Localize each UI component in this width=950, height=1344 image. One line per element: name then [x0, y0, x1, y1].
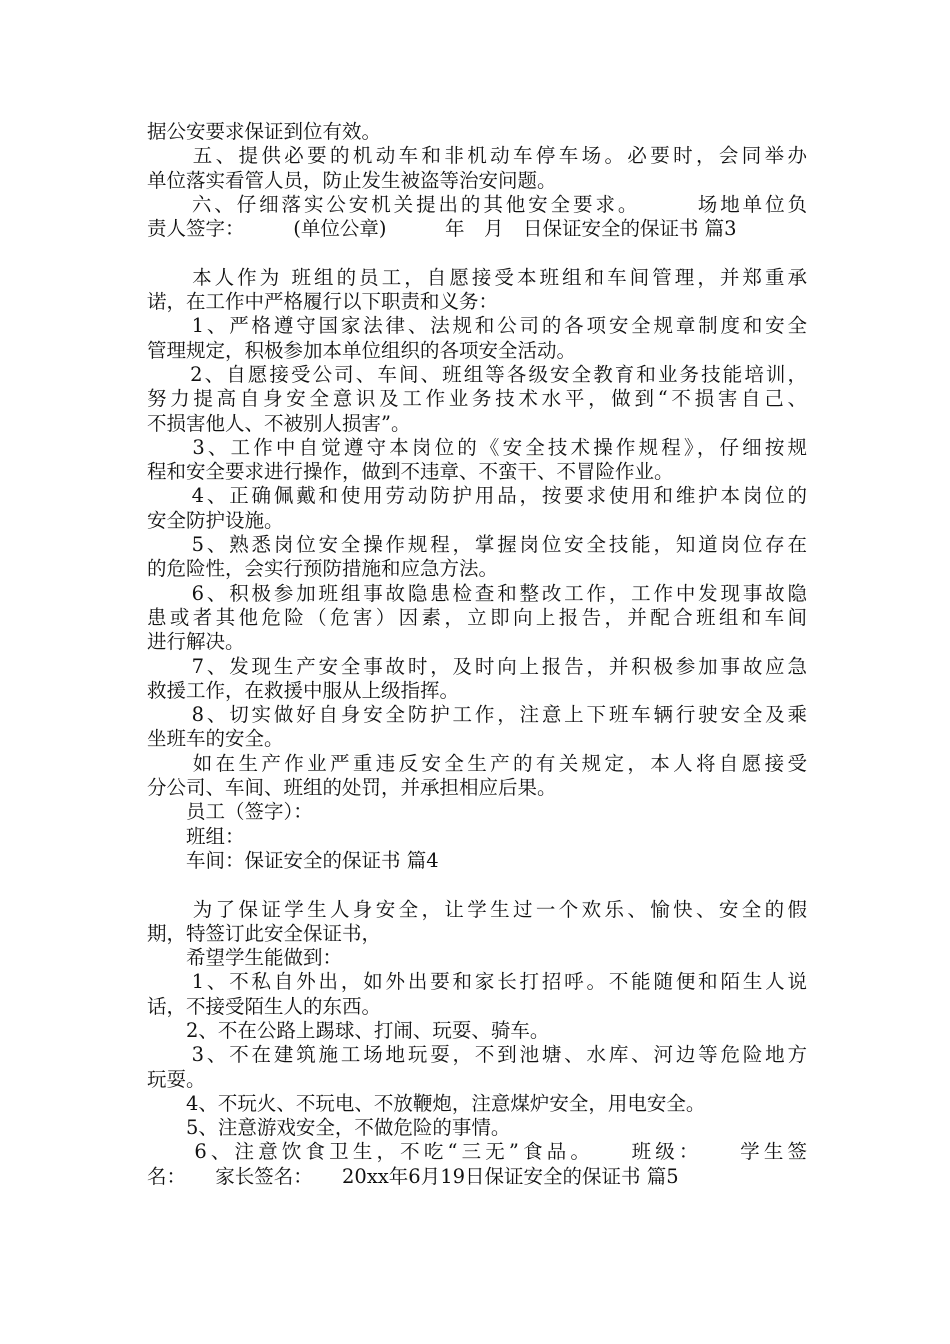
text-line: 管理规定，积极参加本单位组织的各项安全活动。 — [147, 338, 577, 362]
text-line: 4、正确佩戴和使用劳动防护用品，按要求使用和维护本岗位的 — [147, 484, 807, 508]
text-line: 6、注意饮食卫生，不吃“三无”食品。 班级： 学生签 — [147, 1140, 807, 1164]
text-line: 2、自愿接受公司、车间、班组等各级安全教育和业务技能培训， — [147, 362, 807, 386]
text-line: 坐班车的安全。 — [147, 727, 284, 751]
text-line: 分公司、车间、班组的处罚，并承担相应后果。 — [147, 776, 557, 800]
text-line: 玩耍。 — [147, 1067, 206, 1091]
text-line: 程和安全要求进行操作，做到不违章、不蛮干、不冒险作业。 — [147, 460, 674, 484]
text-line: 4、不玩火、不玩电、不放鞭炮，注意煤炉安全，用电安全。 — [147, 1091, 706, 1115]
text-line: 话，不接受陌生人的东西。 — [147, 994, 382, 1018]
text-line: 诺，在工作中严格履行以下职责和义务： — [147, 290, 499, 314]
text-line: 3、不在建筑施工场地玩耍，不到池塘、水库、河边等危险地方 — [147, 1043, 807, 1067]
text-line: 6、积极参加班组事故隐患检查和整改工作，工作中发现事故隐 — [147, 581, 807, 605]
text-line: 努力提高自身安全意识及工作业务技术水平，做到“不损害自己、 — [147, 387, 807, 411]
text-line: 7、发现生产安全事故时，及时向上报告，并积极参加事故应急 — [147, 654, 807, 678]
text-line: 为了保证学生人身安全，让学生过一个欢乐、愉快、安全的假 — [147, 897, 807, 921]
text-line: 名： 家长签名： 20xx年6月19日保证安全的保证书 篇5 — [147, 1164, 679, 1188]
text-line: 1、不私自外出，如外出要和家长打招呼。不能随便和陌生人说 — [147, 970, 807, 994]
text-line: 责人签字： (单位公章) 年 月 日保证安全的保证书 篇3 — [147, 217, 737, 241]
text-line: 患或者其他危险（危害）因素，立即向上报告，并配合班组和车间 — [147, 605, 807, 629]
text-line: 如在生产作业严重违反安全生产的有关规定，本人将自愿接受 — [147, 751, 807, 775]
signature-line: 员工（签字）： — [147, 800, 313, 824]
text-line: 本人作为 班组的员工，自愿接受本班组和车间管理，并郑重承 — [147, 265, 807, 289]
text-line: 8、切实做好自身安全防护工作，注意上下班车辆行驶安全及乘 — [147, 703, 807, 727]
text-line: 3、工作中自觉遵守本岗位的《安全技术操作规程》，仔细按规 — [147, 435, 807, 459]
text-line: 不损害他人、不被别人损害”。 — [147, 411, 411, 435]
text-line: 据公安要求保证到位有效。 — [147, 120, 382, 143]
text-line: 五、提供必要的机动车和非机动车停车场。必要时，会同举办 — [147, 144, 807, 168]
text-line: 六、仔细落实公安机关提出的其他安全要求。 场地单位负 — [147, 192, 807, 216]
text-line: 5、注意游戏安全，不做危险的事情。 — [147, 1116, 511, 1140]
text-line: 进行解决。 — [147, 630, 245, 654]
text-line: 希望学生能做到： — [147, 946, 343, 970]
text-line: 1、严格遵守国家法律、法规和公司的各项安全规章制度和安全 — [147, 314, 807, 338]
section-heading-line: 车间：保证安全的保证书 篇4 — [147, 848, 439, 872]
text-line: 2、不在公路上踢球、打闹、玩耍、骑车。 — [147, 1018, 550, 1042]
text-line: 5、熟悉岗位安全操作规程，掌握岗位安全技能，知道岗位存在 — [147, 533, 807, 557]
blank-line — [147, 241, 807, 265]
text-line: 救援工作，在救援中服从上级指挥。 — [147, 678, 460, 702]
text-line: 安全防护设施。 — [147, 508, 284, 532]
text-line: 单位落实看管人员，防止发生被盗等治安问题。 — [147, 168, 557, 192]
text-line: 期，特签订此安全保证书， — [147, 921, 382, 945]
signature-line: 班组： — [147, 824, 245, 848]
blank-line — [147, 873, 807, 897]
document-page — [147, 120, 807, 1189]
text-line: 的危险性，会实行预防措施和应急方法。 — [147, 557, 499, 581]
